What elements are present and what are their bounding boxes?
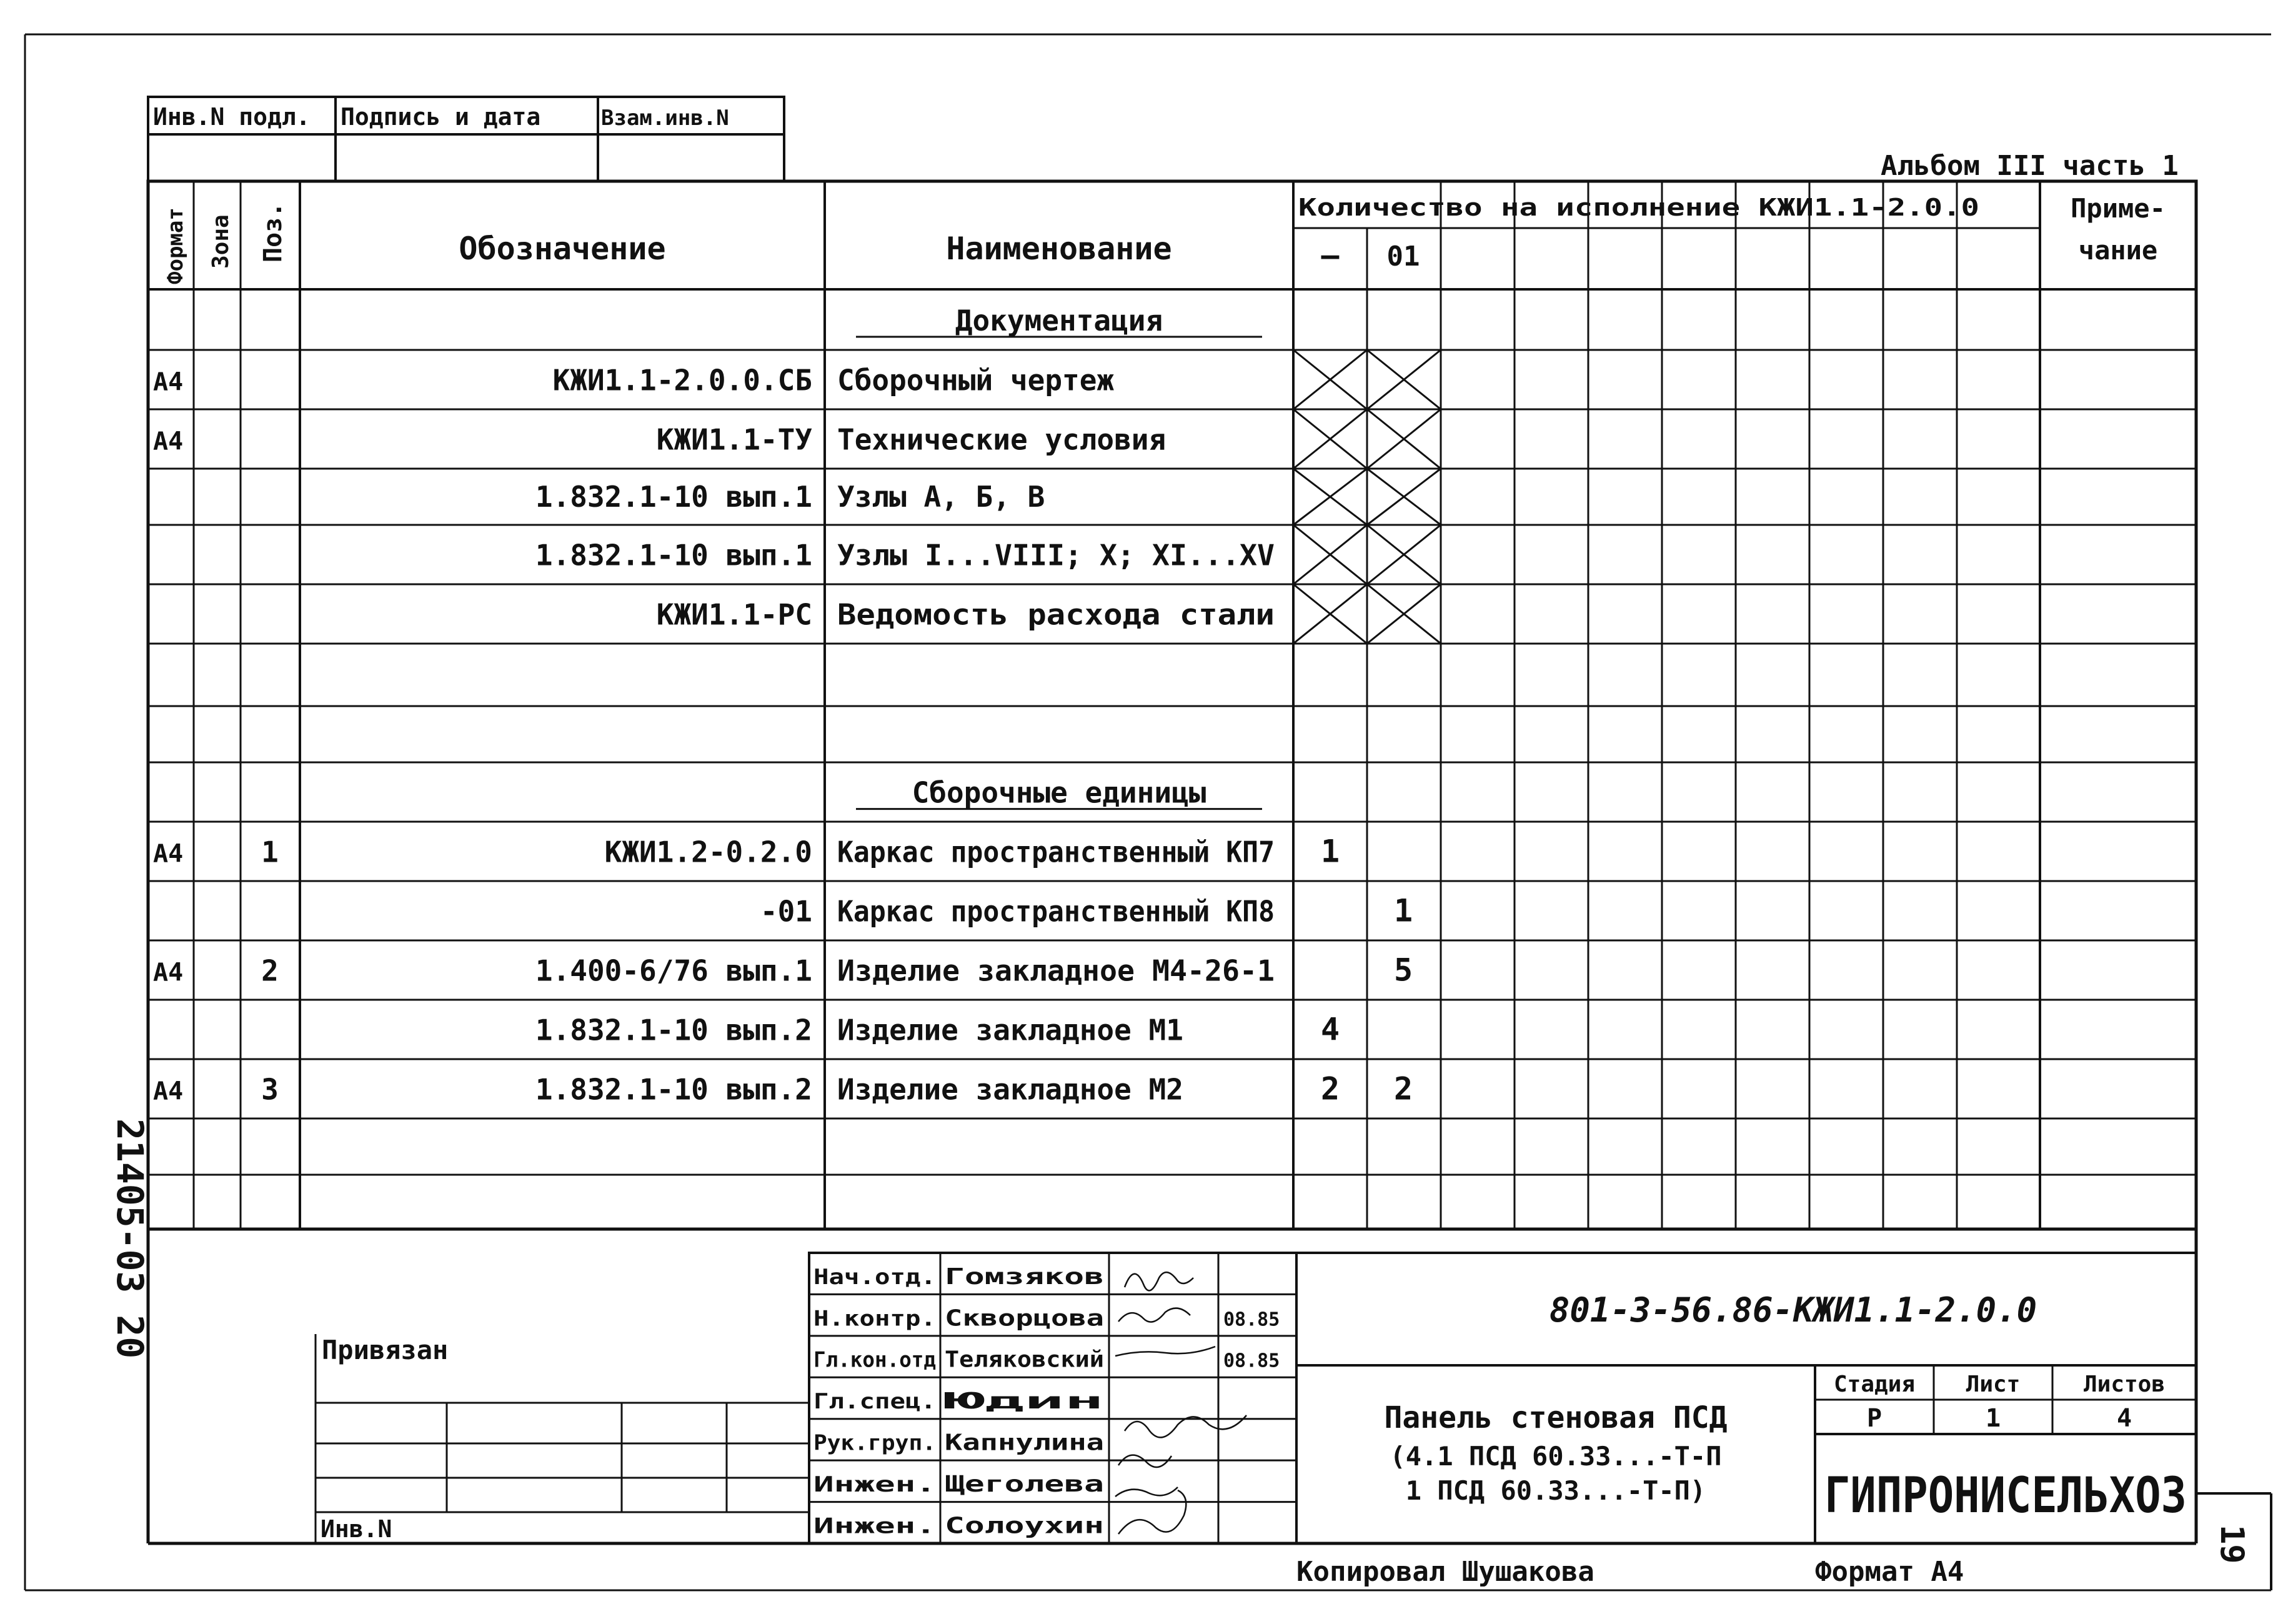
person-name: Юдин <box>945 1388 1104 1415</box>
cell-format: А4 <box>153 1077 184 1106</box>
cell-poz: 3 <box>261 1072 279 1107</box>
cell-oboznachenie: КЖИ1.1-ТУ <box>656 422 812 457</box>
person-role: Н.контр. <box>813 1306 936 1332</box>
format-label: Формат А4 <box>1815 1556 1964 1588</box>
cell-oboznachenie: 1.400-6/76 вып.1 <box>535 954 812 988</box>
cell-format: А4 <box>153 958 184 987</box>
table-row <box>153 1071 1413 1107</box>
table-row <box>153 952 1413 989</box>
page-number: 19 <box>2213 1525 2251 1564</box>
stamp-podpis-data: Подпись и дата <box>341 103 541 131</box>
person-row <box>813 1430 1104 1456</box>
person-role: Гл.кон.отд <box>813 1347 936 1373</box>
organization: ГИПРОНИСЕЛЬХОЗ <box>1824 1468 2187 1524</box>
header-isp-1: 01 <box>1386 241 1420 272</box>
stamp-inv-podl: Инв.N подл. <box>153 103 311 131</box>
list-label: Лист <box>1966 1372 2021 1397</box>
cell-qty-1: 5 <box>1393 952 1413 989</box>
table-row <box>535 1012 1340 1048</box>
people-rows <box>809 1264 1296 1539</box>
header-isp-0: — <box>1321 238 1340 273</box>
designation: 801-3-56.86-КЖИ1.1-2.0.0 <box>1549 1290 2037 1330</box>
privyazan-label: Привязан <box>322 1335 449 1365</box>
cell-qty-0: 1 <box>1320 833 1340 870</box>
table-row <box>153 364 1114 397</box>
cell-oboznachenie: 1.832.1-10 вып.1 <box>535 480 812 514</box>
person-row <box>813 1347 1280 1373</box>
person-row <box>813 1513 1104 1538</box>
person-row <box>813 1388 1104 1414</box>
page-number-box <box>2196 1493 2271 1590</box>
table-row <box>153 834 1340 870</box>
cell-naimenovanie: Каркас пространственный КП7 <box>837 835 1275 869</box>
person-name: Теляковский <box>945 1347 1104 1373</box>
table-row <box>535 480 1045 514</box>
listov-value: 4 <box>2116 1404 2132 1433</box>
person-name: Капнулина <box>945 1430 1104 1456</box>
table-row <box>657 598 1275 632</box>
person-name: Щеголева <box>945 1471 1104 1497</box>
title-block <box>148 1229 2196 1543</box>
cell-oboznachenie: КЖИ1.2-0.2.0 <box>604 835 812 869</box>
header-poz: Поз. <box>259 202 287 262</box>
person-role: Гл.спец. <box>813 1389 936 1415</box>
cell-qty-1: 2 <box>1393 1070 1413 1107</box>
cell-naimenovanie: Сборочный чертеж <box>837 363 1115 397</box>
cell-format: А4 <box>153 427 184 456</box>
cell-poz: 2 <box>261 954 279 988</box>
stadiya-label: Стадия <box>1833 1372 1916 1397</box>
header-kolichestvo: Количество на исполнение КЖИ1.1-2.0.0 <box>1298 194 1979 221</box>
table-row <box>760 893 1413 929</box>
cell-naimenovanie: Изделие закладное М1 <box>837 1013 1183 1047</box>
cell-naimenovanie: Технические условия <box>837 422 1166 457</box>
header-zona: Зона <box>208 214 234 269</box>
spec-table <box>148 181 2196 1229</box>
header-naimenovanie: Наименование <box>946 231 1172 267</box>
table-row <box>856 776 1262 810</box>
header-primechanie-2: чание <box>2078 235 2158 266</box>
cell-naimenovanie: Сборочные единицы <box>912 775 1206 810</box>
title-line-2: (4.1 ПСД 60.33...-Т-П <box>1390 1441 1722 1472</box>
cell-oboznachenie: 1.832.1-10 вып.1 <box>535 538 812 572</box>
person-date: 08.85 <box>1223 1350 1280 1372</box>
cell-naimenovanie: Изделие закладное М4-26-1 <box>837 954 1275 988</box>
person-date: 08.85 <box>1223 1308 1280 1331</box>
cell-oboznachenie: -01 <box>760 894 812 929</box>
cell-qty-1: 1 <box>1393 892 1413 929</box>
person-name: Скворцова <box>945 1305 1104 1332</box>
cell-format: А4 <box>153 367 184 397</box>
stamp-vzam-inv: Взам.инв.N <box>601 106 729 131</box>
album-label: Альбом III часть 1 <box>1881 150 2179 182</box>
header-format: Формат <box>163 207 188 284</box>
header-oboznachenie: Обозначение <box>459 231 666 267</box>
cell-oboznachenie: КЖИ1.1-2.0.0.СБ <box>552 363 812 397</box>
table-row <box>153 423 1166 457</box>
cell-naimenovanie: Изделие закладное М2 <box>837 1072 1183 1107</box>
cell-naimenovanie: Узлы I...VIII; X; XI...XV <box>837 538 1275 572</box>
cell-oboznachenie: 1.832.1-10 вып.2 <box>535 1013 812 1047</box>
cell-oboznachenie: КЖИ1.1-РС <box>656 597 812 632</box>
table-row <box>535 539 1275 572</box>
person-row <box>813 1472 1104 1497</box>
cell-naimenovanie: Узлы А, Б, В <box>837 480 1045 514</box>
cell-oboznachenie: 1.832.1-10 вып.2 <box>535 1072 812 1107</box>
list-value: 1 <box>1985 1404 2001 1433</box>
cell-naimenovanie: Документация <box>955 303 1163 337</box>
listov-label: Листов <box>2083 1372 2166 1397</box>
table-row <box>856 304 1262 337</box>
cell-qty-0: 4 <box>1320 1011 1340 1048</box>
stadiya-value: Р <box>1866 1404 1883 1433</box>
cell-naimenovanie: Каркас пространственный КП8 <box>837 894 1275 929</box>
person-role: Инжен. <box>813 1513 936 1539</box>
header-primechanie-1: Приме- <box>2071 193 2166 224</box>
person-name: Гомзяков <box>945 1263 1104 1290</box>
person-row <box>813 1305 1280 1331</box>
side-number: 21405-03 20 <box>109 1118 151 1359</box>
person-role: Нач.отд. <box>813 1264 936 1290</box>
cell-naimenovanie: Ведомость расхода стали <box>837 597 1275 632</box>
title-line-3: 1 ПСД 60.33...-Т-П) <box>1405 1475 1706 1506</box>
person-name: Солоухин <box>945 1513 1104 1539</box>
cell-format: А4 <box>153 839 184 869</box>
person-role: Инжен. <box>813 1472 936 1497</box>
row-lines <box>148 350 2196 1175</box>
cell-qty-0: 2 <box>1320 1070 1340 1107</box>
inv-n-label: Инв.N <box>321 1515 392 1543</box>
cell-poz: 1 <box>261 835 279 869</box>
copied-by: Копировал Шушакова <box>1296 1556 1594 1588</box>
person-row <box>813 1264 1104 1290</box>
person-role: Рук.груп. <box>813 1430 936 1456</box>
title-line-1: Панель стеновая ПСД <box>1384 1400 1728 1435</box>
archive-stamp <box>148 97 784 181</box>
